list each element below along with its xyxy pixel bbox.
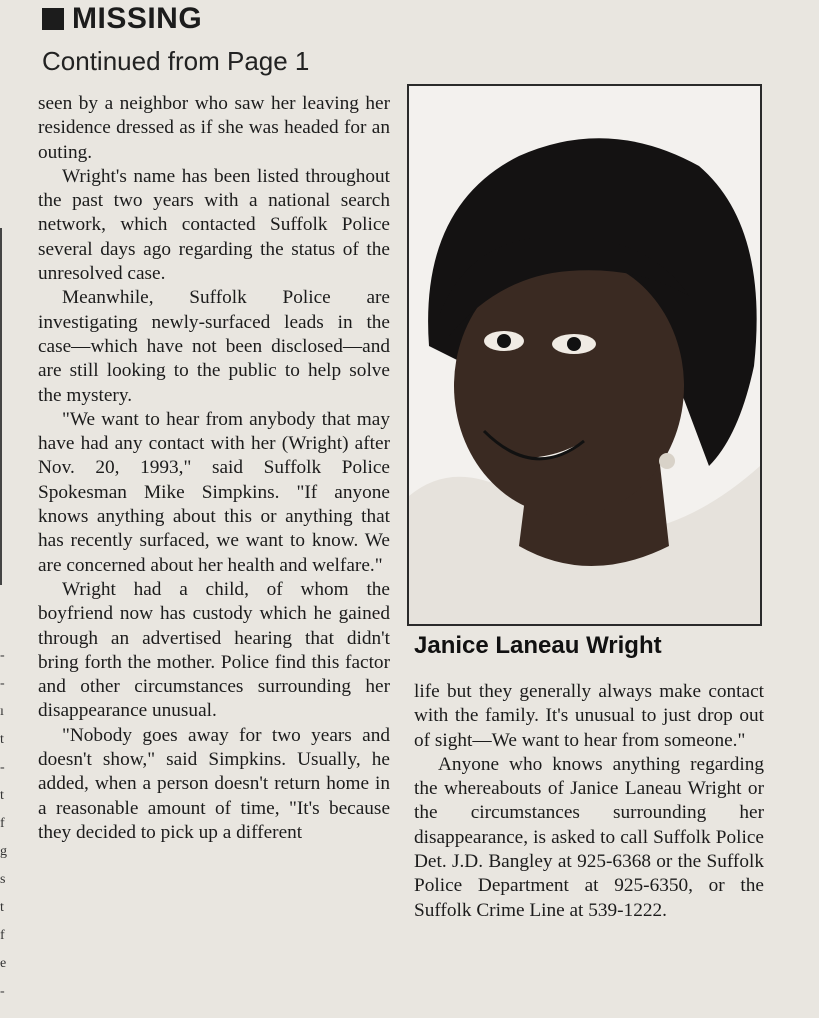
paragraph: seen by a neighbor who saw her leaving her residence dressed as if she was headed for an outing. [38,93,390,163]
photo-caption: Janice Laneau Wright [414,632,662,659]
edge-fragment: t [0,900,4,915]
edge-fragment: ı [0,704,4,719]
edge-fragment: g [0,844,7,859]
edge-fragment: - [0,676,5,691]
column-rule [0,228,2,585]
edge-fragment: - [0,648,5,663]
edge-fragment: - [0,760,5,775]
kicker-square-icon [42,8,64,30]
article-column-right [414,680,764,923]
kicker-text: MISSING [72,2,203,35]
paragraph: Wright's name has been listed throughout the past two years with a national search network, which contacted Suffolk Police several days ago regarding the status of the unresolved case. [38,165,390,285]
edge-fragment: s [0,872,6,887]
clipped-column-edge [0,642,8,1006]
portrait-illustration [409,86,760,624]
paragraph: "Nobody goes away for two years and doesn't show," said Simpkins. Usually, he added, when a person doesn't return home in a reasonable amount of time, "It's because they decided to pick up a different [38,724,390,843]
edge-fragment: t [0,788,4,803]
section-kicker [42,2,202,36]
paragraph: "We want to hear from anybody that may have had any contact with her (Wright) after Nov. 20, 1993," said Suffolk Police Spokesman Mike Simpkins. "If anyone knows anything about this or anything that has recently surfaced, we want to know. We are concerned about her health and welfare." [38,408,390,576]
paragraph: Anyone who knows anything regarding the whereabouts of Janice Laneau Wright or the circumstances surrounding her disappearance, is asked to call Suffolk Police Det. J.D. Bangley at 925-6368 or the Suffolk Police Department at 925-6350, or the Suffolk Crime Line at 539-1222. [414,753,764,921]
paragraph: Wright had a child, of whom the boyfriend now has custody which he gained through an advertised hearing that didn't bring forth the mother. Police find this factor and other circumstances surrounding her disappearance unusual. [38,578,390,722]
edge-fragment: t [0,732,4,747]
continued-line: Continued from Page 1 [42,46,310,76]
edge-fragment: f [0,928,5,943]
edge-fragment: f [0,816,5,831]
edge-fragment: - [0,984,5,999]
edge-fragment: e [0,956,7,971]
paragraph: life but they generally always make contact with the family. It's unusual to just drop out of sight—We want to hear from someone." [414,681,764,751]
portrait-photo [407,84,762,626]
paragraph: Meanwhile, Suffolk Police are investigating newly-surfaced leads in the case—which have not been disclosed—and are still looking to the public to help solve the mystery. [38,287,390,406]
article-column-left [38,92,390,845]
